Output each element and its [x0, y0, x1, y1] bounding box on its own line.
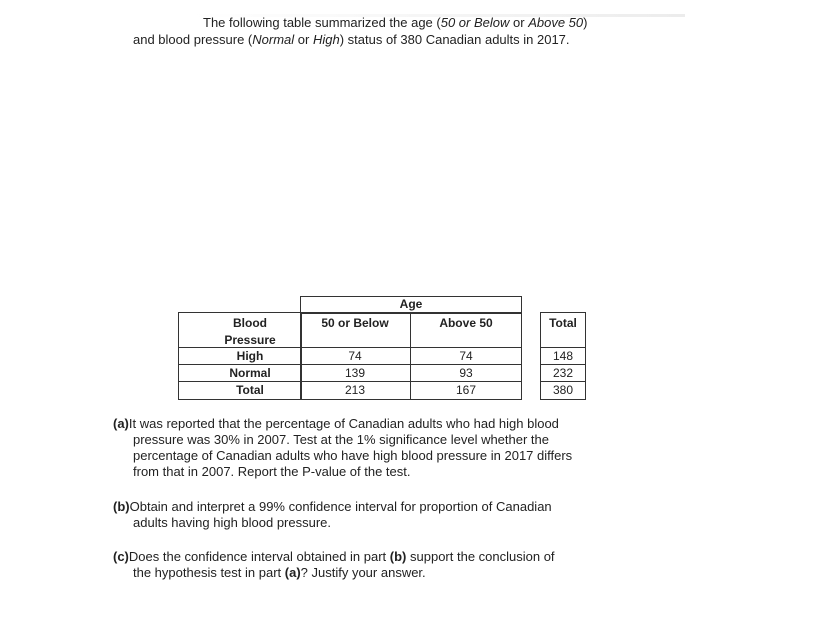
cell-high-50-below: 74	[348, 349, 362, 363]
question-b-tag: (b)	[113, 499, 130, 514]
cell-normal-50-below: 139	[344, 366, 366, 380]
question-c-tag: (c)	[113, 549, 129, 564]
age-header: Age	[399, 297, 423, 311]
row-label-high: High	[236, 349, 264, 363]
row-rule	[178, 347, 522, 348]
cell-normal-total: 232	[552, 366, 574, 380]
row-rule	[540, 364, 586, 365]
intro-line-2: and blood pressure (Normal or High) status of 380 Canadian adults in 2017.	[133, 32, 570, 47]
col-header-total: Total	[549, 316, 577, 330]
row-rule	[540, 347, 586, 348]
cell-total-50-below: 213	[344, 383, 366, 397]
row-rule	[178, 364, 522, 365]
question-a: (a)It was reported that the percentage of Canadian adults who had high blood pressure was 30% in 2007. Test at the 1% significance level whether the percentage of Canadian adults who have high blood pressure in 2017 differs from that in 2007. Report the P-value of the test.	[113, 416, 573, 479]
row-header-blood: Blood	[233, 316, 267, 330]
intro-paragraph	[133, 14, 693, 48]
cell-high-above-50: 74	[459, 349, 473, 363]
col-header-above-50: Above 50	[439, 316, 493, 330]
row-rule	[540, 381, 586, 382]
question-b: (b)Obtain and interpret a 99% confidence interval for proportion of Canadian adults having high blood pressure.	[113, 499, 552, 530]
col-header-50-below: 50 or Below	[321, 316, 389, 330]
row-label-total: Total	[236, 383, 264, 397]
row-rule	[178, 381, 522, 382]
row-header-pressure: Pressure	[224, 333, 276, 347]
cell-normal-above-50: 93	[459, 366, 473, 380]
cell-high-total: 148	[552, 349, 574, 363]
row-label-normal: Normal	[229, 366, 271, 380]
question-c: (c)Does the confidence interval obtained in part (b) support the conclusion of the hypothesis test in part (a)? Justify your answer.	[113, 549, 555, 580]
question-a-tag: (a)	[113, 416, 129, 431]
intro-line-1: The following table summarized the age (50 or Below or Above 50)	[203, 15, 588, 30]
contingency-table	[178, 296, 588, 400]
cell-total-above-50: 167	[455, 383, 477, 397]
cell-total-total: 380	[552, 383, 574, 397]
